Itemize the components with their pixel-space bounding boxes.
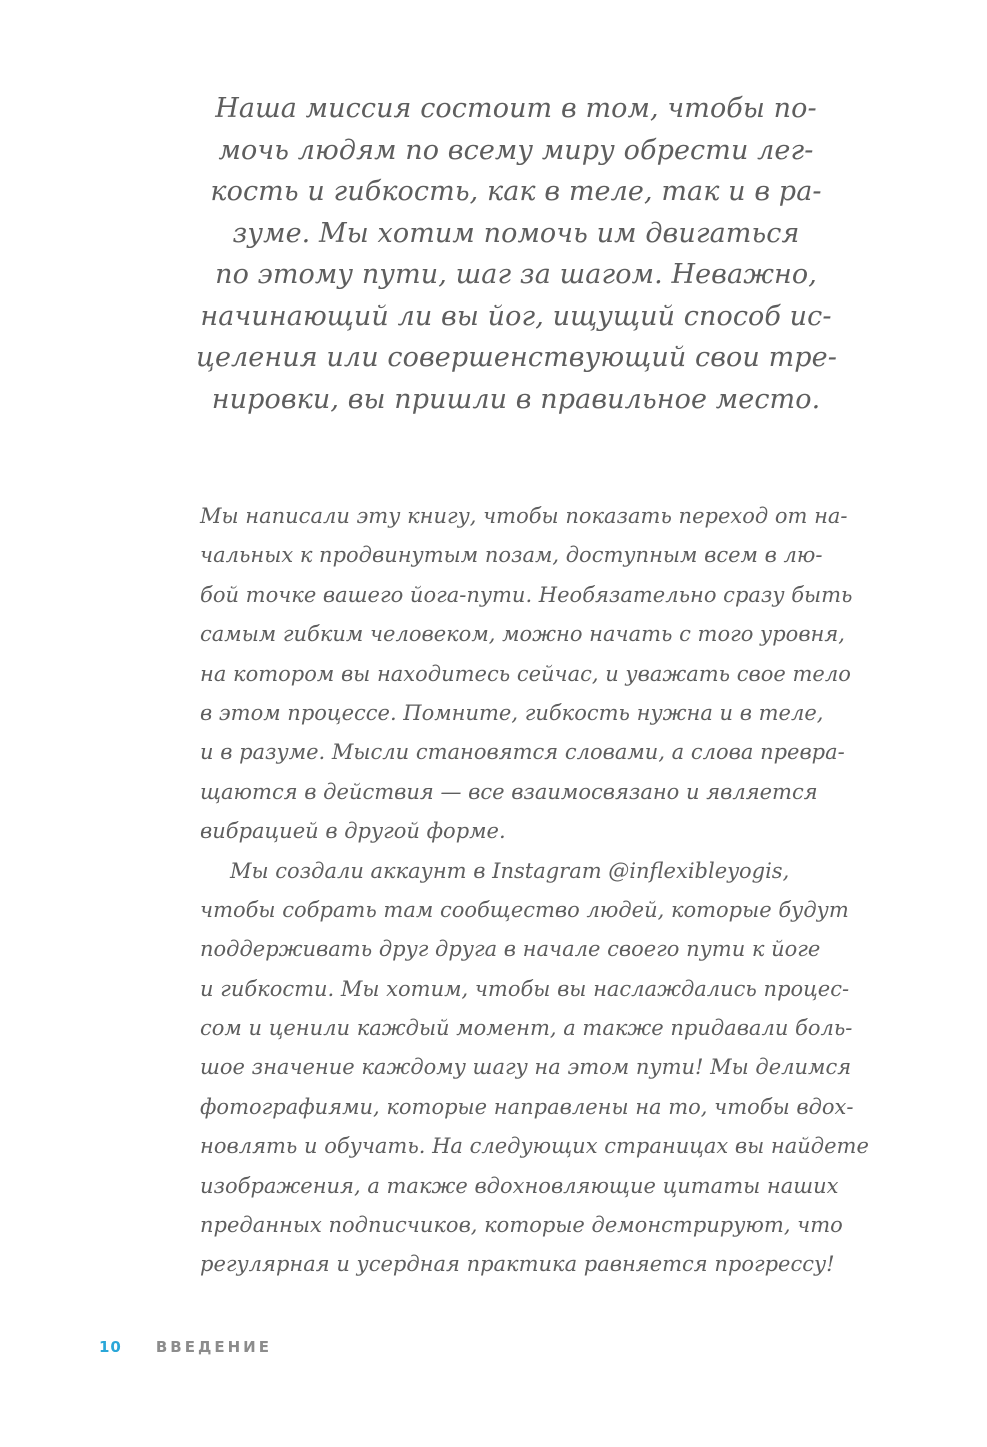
quote-line: начинающий ли вы йог, ищущий способ ис- <box>200 300 832 332</box>
body-line: Мы написали эту книгу, чтобы показать переход от на- <box>200 504 848 528</box>
section-title: ВВЕДЕНИЕ <box>155 1338 272 1356</box>
body-line: на котором вы находитесь сейчас, и уважать свое тело <box>200 661 851 686</box>
page-footer <box>99 1336 272 1358</box>
quote-line: Наша миссия состоит в том, чтобы по- <box>215 93 817 124</box>
quote-line: кость и гибкость, как в теле, так и в ра- <box>210 176 822 207</box>
quote-line: зуме. Мы хотим помочь им двигаться <box>232 217 800 249</box>
body-line: щаются в действия — все взаимосвязано и является <box>200 779 818 804</box>
quote-line: мочь людям по всему миру обрести лег- <box>218 134 814 166</box>
body-line: поддерживать друг друга в начале своего пути к йоге <box>200 937 821 962</box>
body-line: фотографиями, которые направлены на то, чтобы вдох- <box>200 1094 854 1119</box>
page-number: 10 <box>99 1338 122 1356</box>
quote-line: целения или совершенствующий свои тре- <box>196 342 837 373</box>
body-line: и в разуме. Мысли становятся словами, а слова превра- <box>200 740 845 765</box>
body-line: новлять и обучать. На следующих страницах вы найдете <box>200 1134 869 1159</box>
body-line: в этом процессе. Помните, гибкость нужна и в теле, <box>200 700 824 725</box>
body-line: бой точке вашего йога-пути. Необязательно сразу быть <box>200 582 853 607</box>
body-line: вибрацией в другой форме. <box>200 819 506 844</box>
body-line: сом и ценили каждый момент, а также придавали боль- <box>200 1016 853 1041</box>
quote-line: нировки, вы пришли в правильное место. <box>211 383 821 415</box>
body-line: шое значение каждому шагу на этом пути! Мы делимся <box>200 1055 852 1080</box>
body-line: преданных подписчиков, которые демонстрируют, что <box>200 1213 843 1238</box>
body-line: регулярная и усердная практика равняется прогрессу! <box>200 1252 835 1277</box>
mission-quote <box>196 88 836 420</box>
quote-line: по этому пути, шаг за шагом. Неважно, <box>215 259 817 290</box>
body-line: изображения, а также вдохновляющие цитаты наших <box>200 1173 839 1198</box>
body-line: чальных к продвинутым позам, доступным всем в лю- <box>200 543 823 568</box>
body-text <box>200 497 869 1285</box>
body-line: чтобы собрать там сообщество людей, которые будут <box>200 897 849 922</box>
body-line: и гибкости. Мы хотим, чтобы вы наслаждались процес- <box>200 976 850 1001</box>
body-line: самым гибким человеком, можно начать с того уровня, <box>200 622 845 647</box>
body-line: Мы создали аккаунт в Instagram @inflexibleyogis, <box>230 858 790 883</box>
